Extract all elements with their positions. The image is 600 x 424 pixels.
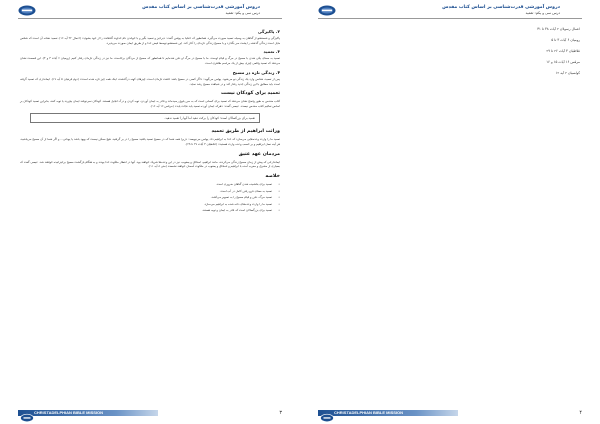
summary-item	[20, 208, 280, 213]
summary-item-text: تعمید به معنای فرو رفتن کامل در آب است.	[219, 188, 272, 193]
summary-item	[20, 189, 280, 194]
section-label: ۳. تعمید	[263, 49, 280, 55]
summary-item	[20, 202, 280, 207]
mission-logo-icon	[18, 5, 36, 16]
summary-item-text: تعمید برای بزرگسالان است که قادر به ایمان و توبه هستند.	[201, 208, 272, 213]
boxed-note: تعمید برای بزرگسالان است؛ کودکان را برکت دهید اما آنها را تعمید ندهید.	[30, 113, 260, 124]
right-page	[300, 0, 600, 424]
heading-old-testament: مردمان عهد عتیق	[238, 151, 280, 157]
summary-item	[20, 182, 280, 187]
section-label: ۴. زندگی تازه در مسیح	[232, 69, 280, 75]
section-text: پاکیزگی و شستشو از گناهان به وسیله تعمید صورت می‌گیرد. همانطور که حنانیا به پولس گفت: «برخیز و تعمید بگیر و با خواندن نام خداوند گناهانت را از خود بشوی» (اعمال ۲۲ آیه ۱۶). تعمید نشانه آن است که شخص مایل است زندگی گذشته را پشت سر بگذارد و با مسیح زندگی تازه‌ای را آغاز کند. این شستشو توسط فیض خدا و از طریق ایمان صورت می‌پذیرد.	[20, 36, 281, 45]
footer-logo-icon	[320, 407, 334, 417]
bullet-icon: •	[278, 181, 280, 186]
section-text: تعمید به معنای یکی شدن با مسیح در مرگ و قیام اوست. ما با مسیح در مرگ او دفن شده‌ایم تا همانطور که مسیح از مردگان برخاست، ما نیز در زندگی تازه‌ای رفتار کنیم (رومیان ۶ آیات ۳ و ۴). این قسمت نشان می‌دهد که تعمید واقعی چیزی بیش از یک مراسم ظاهری است.	[20, 56, 280, 66]
page-number: ۴	[579, 410, 582, 416]
bullet-icon: •	[278, 195, 280, 200]
header-title: دروس آموزشی قدرت‌شناسی بر اساس کتاب مقدس	[142, 5, 260, 10]
page-footer	[318, 407, 582, 419]
summary-item-text: تعمید برای بخشیده شدن گناهان ضروری است.	[215, 181, 272, 186]
footer-mission-name: CHRISTADELPHIAN BIBLE MISSION	[334, 410, 404, 416]
summary-item	[20, 195, 280, 200]
header-title: دروس آموزشی قدرت‌شناسی بر اساس کتاب مقدس	[442, 5, 560, 10]
footer-mission-name: CHRISTADELPHIAN BIBLE MISSION	[34, 410, 104, 416]
section-text: پس از تعمید، شخص وارد یک زندگی نو می‌شود. پولس می‌گوید: «اگر کسی در مسیح باشد خلقت تازه‌ای است، چیزهای کهنه درگذشت، اینک همه چیز تازه شده است» (دوم قرنتیان ۵ آیه ۱۷). ایمانداری که تعمید گرفته است باید مطابق با این زندگی جدید رفتار کند و در شباهت مسیح رشد نماید.	[20, 76, 280, 86]
heading-summary: خلاصه	[265, 173, 280, 179]
bullet-icon: •	[278, 188, 280, 193]
footer-logo-icon	[20, 407, 34, 417]
page-header	[318, 5, 582, 27]
bullet-icon: •	[278, 201, 280, 206]
reading-item: مرقس ۱۶ آیات ۱۵ و ۱۶	[546, 60, 580, 64]
reading-item: کولسیان ۲ آیه ۱۲	[555, 71, 580, 75]
header-subtitle: درس سی و یکم: تعمید	[225, 11, 260, 15]
header-divider	[318, 18, 582, 19]
summary-item-text: تعمید ما را وارث وعده‌های داده شده به ابراهیم می‌سازد.	[203, 201, 272, 206]
heading-children: تعمید برای کودکان نیست	[221, 91, 280, 97]
header-subtitle: درس سی و یکم: تعمید	[525, 11, 560, 15]
page-footer	[18, 407, 282, 419]
header-divider	[18, 18, 282, 19]
page-number: ۳	[279, 410, 282, 416]
paragraph-old-testament: ایماندارانی که پیش از زمان مسیح زندگی می‌کردند، مانند ابراهیم، اسحاق و یعقوب، نیز در این وعده‌ها شریک خواهند بود. آنها در انتظار ملکوت خدا بودند و به هنگام بازگشت مسیح برخیزانیده خواهند شد. عیسی گفت که بسیاری از مشرق و مغرب آمده با ابراهیم و اسحاق و یعقوب در ملکوت آسمان خواهند نشست (متی ۸ آیه ۱۱).	[20, 159, 280, 169]
section-label: ۲. پاکیزگی	[257, 29, 280, 34]
paragraph-abraham: تعمید ما را وارث وعده‌هایی می‌سازد که خدا به ابراهیم داد. پولس می‌نویسد: «زیرا همه شما که در مسیح تعمید یافتید مسیح را در بر گرفتید. هیچ ممکن نیست که یهود باشد یا یونانی... و اگر شما از آن مسیح می‌باشید، هر آینه نسل ابراهیم و بر حسب وعده وارث هستید» (غلاطیان ۳ آیات ۲۷ تا ۲۹).	[20, 137, 280, 146]
reading-item: غلاطیان ۳ آیات ۲۶ تا ۲۹	[546, 49, 580, 53]
mission-logo-icon	[318, 5, 336, 16]
paragraph-children: کتاب مقدس به طور واضح نشان می‌دهد که تعمید برای کسانی است که به سن بلوغ رسیده‌اند و قادر به ایمان آوردن، توبه کردن و درک انجیل هستند. کودکان نمی‌توانند ایمان بیاورند یا توبه کنند، بنابراین تعمید کودکان بر اساس تعالیم کتاب مقدس نیست. عیسی گفت: «هرکه ایمان آورده تعمید یابد نجات یابد» (مرقس ۱۶ آیه ۱۶).	[20, 99, 280, 108]
page-header	[18, 5, 282, 27]
page-body	[20, 27, 280, 215]
summary-item-text: تعمید مرگ، دفن و قیام مسیح را به تصویر می‌کشد.	[210, 195, 272, 200]
reading-item: رومیان ۶ آیات ۳ تا ۵	[551, 38, 580, 42]
heading-abraham: وراثت ابراهیم از طریق تعمید	[211, 129, 280, 135]
reading-item: اعمال رسولان ۲ آیات ۳۸ تا ۴۱	[537, 27, 580, 31]
page-body	[320, 27, 580, 82]
bullet-icon: •	[278, 208, 280, 213]
